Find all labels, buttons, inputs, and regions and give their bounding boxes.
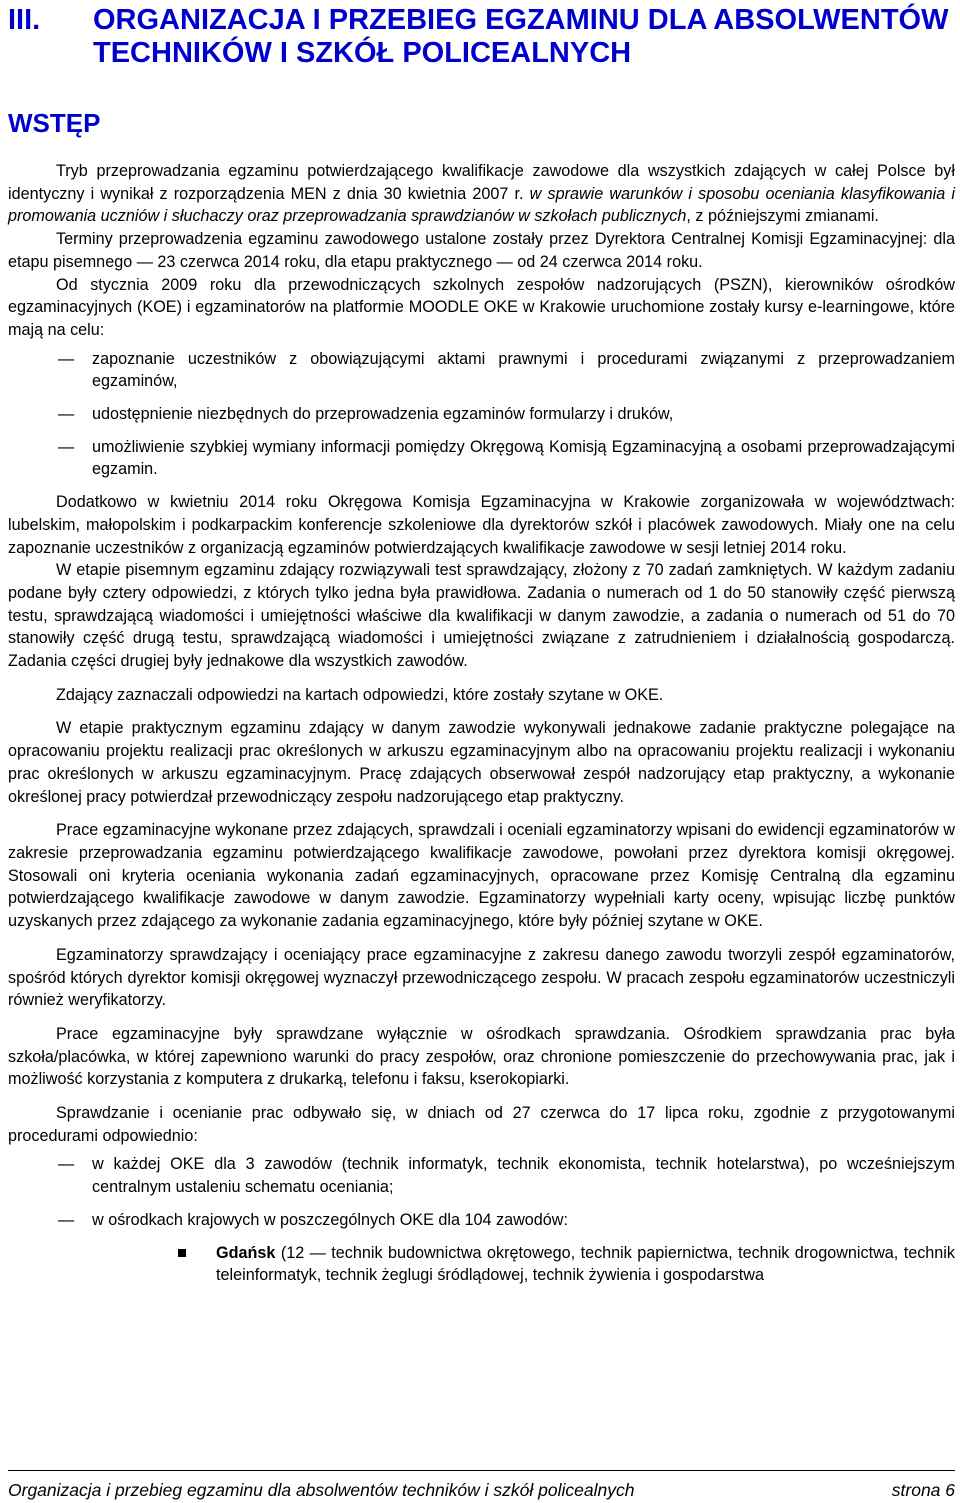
paragraph-answer-cards: Zdający zaznaczali odpowiedzi na kartach odpowiedzi, które zostały szytane w OKE. xyxy=(56,685,664,704)
list-item-text: umożliwienie szybkiej wymiany informacji pomiędzy Okręgową Komisją Egzaminacyjną a osobami przeprowadzającymi egzamin. xyxy=(92,437,955,479)
dash-bullet: — xyxy=(58,1210,75,1229)
regulation-title: w sprawie warunków i sposobu oceniania klasyfikowania i promowania uczniów i słuchaczy oraz przeprowadzania sprawdzianów w szkołach publicznych xyxy=(8,184,955,226)
list-item xyxy=(8,1209,955,1287)
centres-sublist xyxy=(92,1242,955,1287)
list-item-text: udostępnienie niezbędnych do przeprowadzenia egzaminów formularzy i druków, xyxy=(92,405,674,424)
dash-bullet: — xyxy=(58,1155,75,1174)
chapter-title: ORGANIZACJA I PRZEBIEG EGZAMINU DLA ABSOLWENTÓW TECHNIKÓW I SZKÓŁ POLICEALNYCH xyxy=(93,4,949,69)
intro-text: Tryb przeprowadzania egzaminu potwierdzającego kwalifikacje zawodowe dla wszystkich zdających w całej Polsce był identyczny i wynikał z rozporządzenia MEN z dnia 30 kwietnia 2007 r. xyxy=(8,162,955,203)
checking-procedures-list xyxy=(8,1153,955,1287)
paragraph-checking-dates: Sprawdzanie i ocenianie prac odbywało się, w dniach od 27 czerwca do 17 lipca roku, zgodnie z przygotowanymi procedurami odpowiednio: xyxy=(8,1104,955,1145)
list-item-text: w ośrodkach krajowych w poszczególnych OKE dla 104 zawodów: xyxy=(92,1210,568,1229)
paragraph-elearning: Od stycznia 2009 roku dla przewodniczących szkolnych zespołów nadzorujących (PSZN), kierowników ośrodków egzaminacyjnych (KOE) i egzaminatorów na platformie MOODLE OKE w Krakowie uruchomione zostały kursy e-learningowe, które mają na celu: xyxy=(8,275,955,339)
intro-end: , z późniejszymi zmianami. xyxy=(686,207,879,226)
page-number: strona 6 xyxy=(891,1480,955,1500)
dash-bullet: — xyxy=(58,405,75,424)
sublist-item xyxy=(92,1242,955,1287)
paragraph-dates: Terminy przeprowadzenia egzaminu zawodowego ustalone zostały przez Dyrektora Centralnej Komisji Egzaminacyjnej: dla etapu pisemnego — 23 czerwca 2014 roku, dla etapu praktycznego — od 24 czerwca 2014 roku. xyxy=(8,230,955,271)
chapter-number: III. xyxy=(8,4,41,36)
paragraph-written-stage: W etapie pisemnym egzaminu zdający rozwiązywali test sprawdzający, złożony z 70 zadań zamkniętych. W każdym zadaniu podane były cztery odpowiedzi, z których tylko jedna była prawidłowa. Zadania o numerach od 1 do 50 stanowiły część pierwszą testu, sprawdzającą wiadomości i umiejętności właściwe dla kwalifikacji w danym zawodzie, a zadania o numerach od 51 do 70 stanowiły część drugą testu, sprawdzającą wiadomości i umiejętności związane z zatrudnieniem i działalnością gospodarczą. Zadania części drugiej były jednakowe dla wszystkich zawodów. xyxy=(8,561,955,671)
square-bullet-icon xyxy=(178,1249,186,1257)
paragraph-examiners: Prace egzaminacyjne wykonane przez zdających, sprawdzali i oceniali egzaminatorzy wpisani do ewidencji egzaminatorów w zakresie przeprowadzania egzaminu potwierdzającego kwalifikacje zawodowe, powołani przez dyrektora komisji okręgowej. Stosowali oni kryteria oceniania wykonania zadań egzaminacyjnych, opracowane przez Komisję Centralną dla egzaminu potwierdzającego kwalifikacje zawodowe w danym zawodzie. Egzaminatorzy wypełniali karty oceny, wpisując liczbę punktów uzyskanych przez zdającego za wykonanie zadania egzaminacyjnego, które były później szytane w OKE. xyxy=(8,821,955,931)
list-item xyxy=(8,436,955,481)
paragraph-conferences: Dodatkowo w kwietniu 2014 roku Okręgowa Komisja Egzaminacyjna w Krakowie zorganizowała w województwach: lubelskim, małopolskim i podkarpackim konferencje szkoleniowe dla dyrektorów szkół i placówek zawodowych. Miały one na celu zapoznanie uczestników z organizacją egzaminów potwierdzających kwalifikacje zawodowe w sesji letniej 2014 roku. xyxy=(8,493,955,557)
list-item-text: w każdej OKE dla 3 zawodów (technik informatyk, technik ekonomista, technik hotelarstwa), po wcześniejszym centralnym ustaleniu schematu oceniania; xyxy=(92,1155,955,1197)
list-item xyxy=(8,403,955,426)
list-item xyxy=(8,1153,955,1198)
paragraph-practical-stage: W etapie praktycznym egzaminu zdający w danym zawodzie wykonywali jednakowe zadanie praktyczne polegające na opracowaniu projektu realizacji prac określonych w arkuszu egzaminacyjnym albo na opracowaniu projektu realizacji i wykonaniu prac określonych w arkuszu egzaminacyjnym. Pracę zdających obserwował zespół nadzorujący etap praktyczny, a wykonanie określonej pracy potwierdzał przewodniczący zespołu nadzorującego etap praktyczny. xyxy=(8,719,955,806)
city-name: Gdańsk xyxy=(216,1243,276,1262)
footer-title: Organizacja i przebieg egzaminu dla absolwentów techników i szkół policealnych xyxy=(8,1480,635,1500)
list-item xyxy=(8,348,955,393)
list-item-text: zapoznanie uczestników z obowiązującymi aktami prawnymi i procedurami związanymi z przeprowadzaniem egzaminów, xyxy=(92,349,955,391)
paragraph-examiner-teams: Egzaminatorzy sprawdzający i oceniający prace egzaminacyjne z zakresu danego zawodu tworzyli zespół egzaminatorów, spośród których dyrektor komisji okręgowej wyznaczył przewodniczącego zespołu. W pracach zespołu egzaminatorów uczestniczyli również weryfikatorzy. xyxy=(8,945,955,1010)
section-title: WSTĘP xyxy=(8,108,101,138)
paragraph-checking-centres: Prace egzaminacyjne były sprawdzane wyłącznie w ośrodkach sprawdzania. Ośrodkiem sprawdzania prac była szkoła/placówka, w której zapewniono warunki do pracy zespołów, oraz chronione pomieszczenie do przechowywania prac, jak i możliwość korzystania z komputera z drukarką, telefonu i faksu, kserokopiarki. xyxy=(8,1024,955,1089)
city-professions: (12 — technik budownictwa okrętowego, technik papiernictwa, technik drogownictwa, technik teleinformatyk, technik żeglugi śródlądowej, technik żywienia i gospodarstwa xyxy=(216,1243,955,1285)
paragraph-intro xyxy=(8,160,955,228)
dash-bullet: — xyxy=(58,437,75,456)
body-text xyxy=(8,160,955,1297)
dash-bullet: — xyxy=(58,349,75,368)
footer-rule xyxy=(8,1470,955,1471)
elearning-goals-list xyxy=(8,348,955,482)
